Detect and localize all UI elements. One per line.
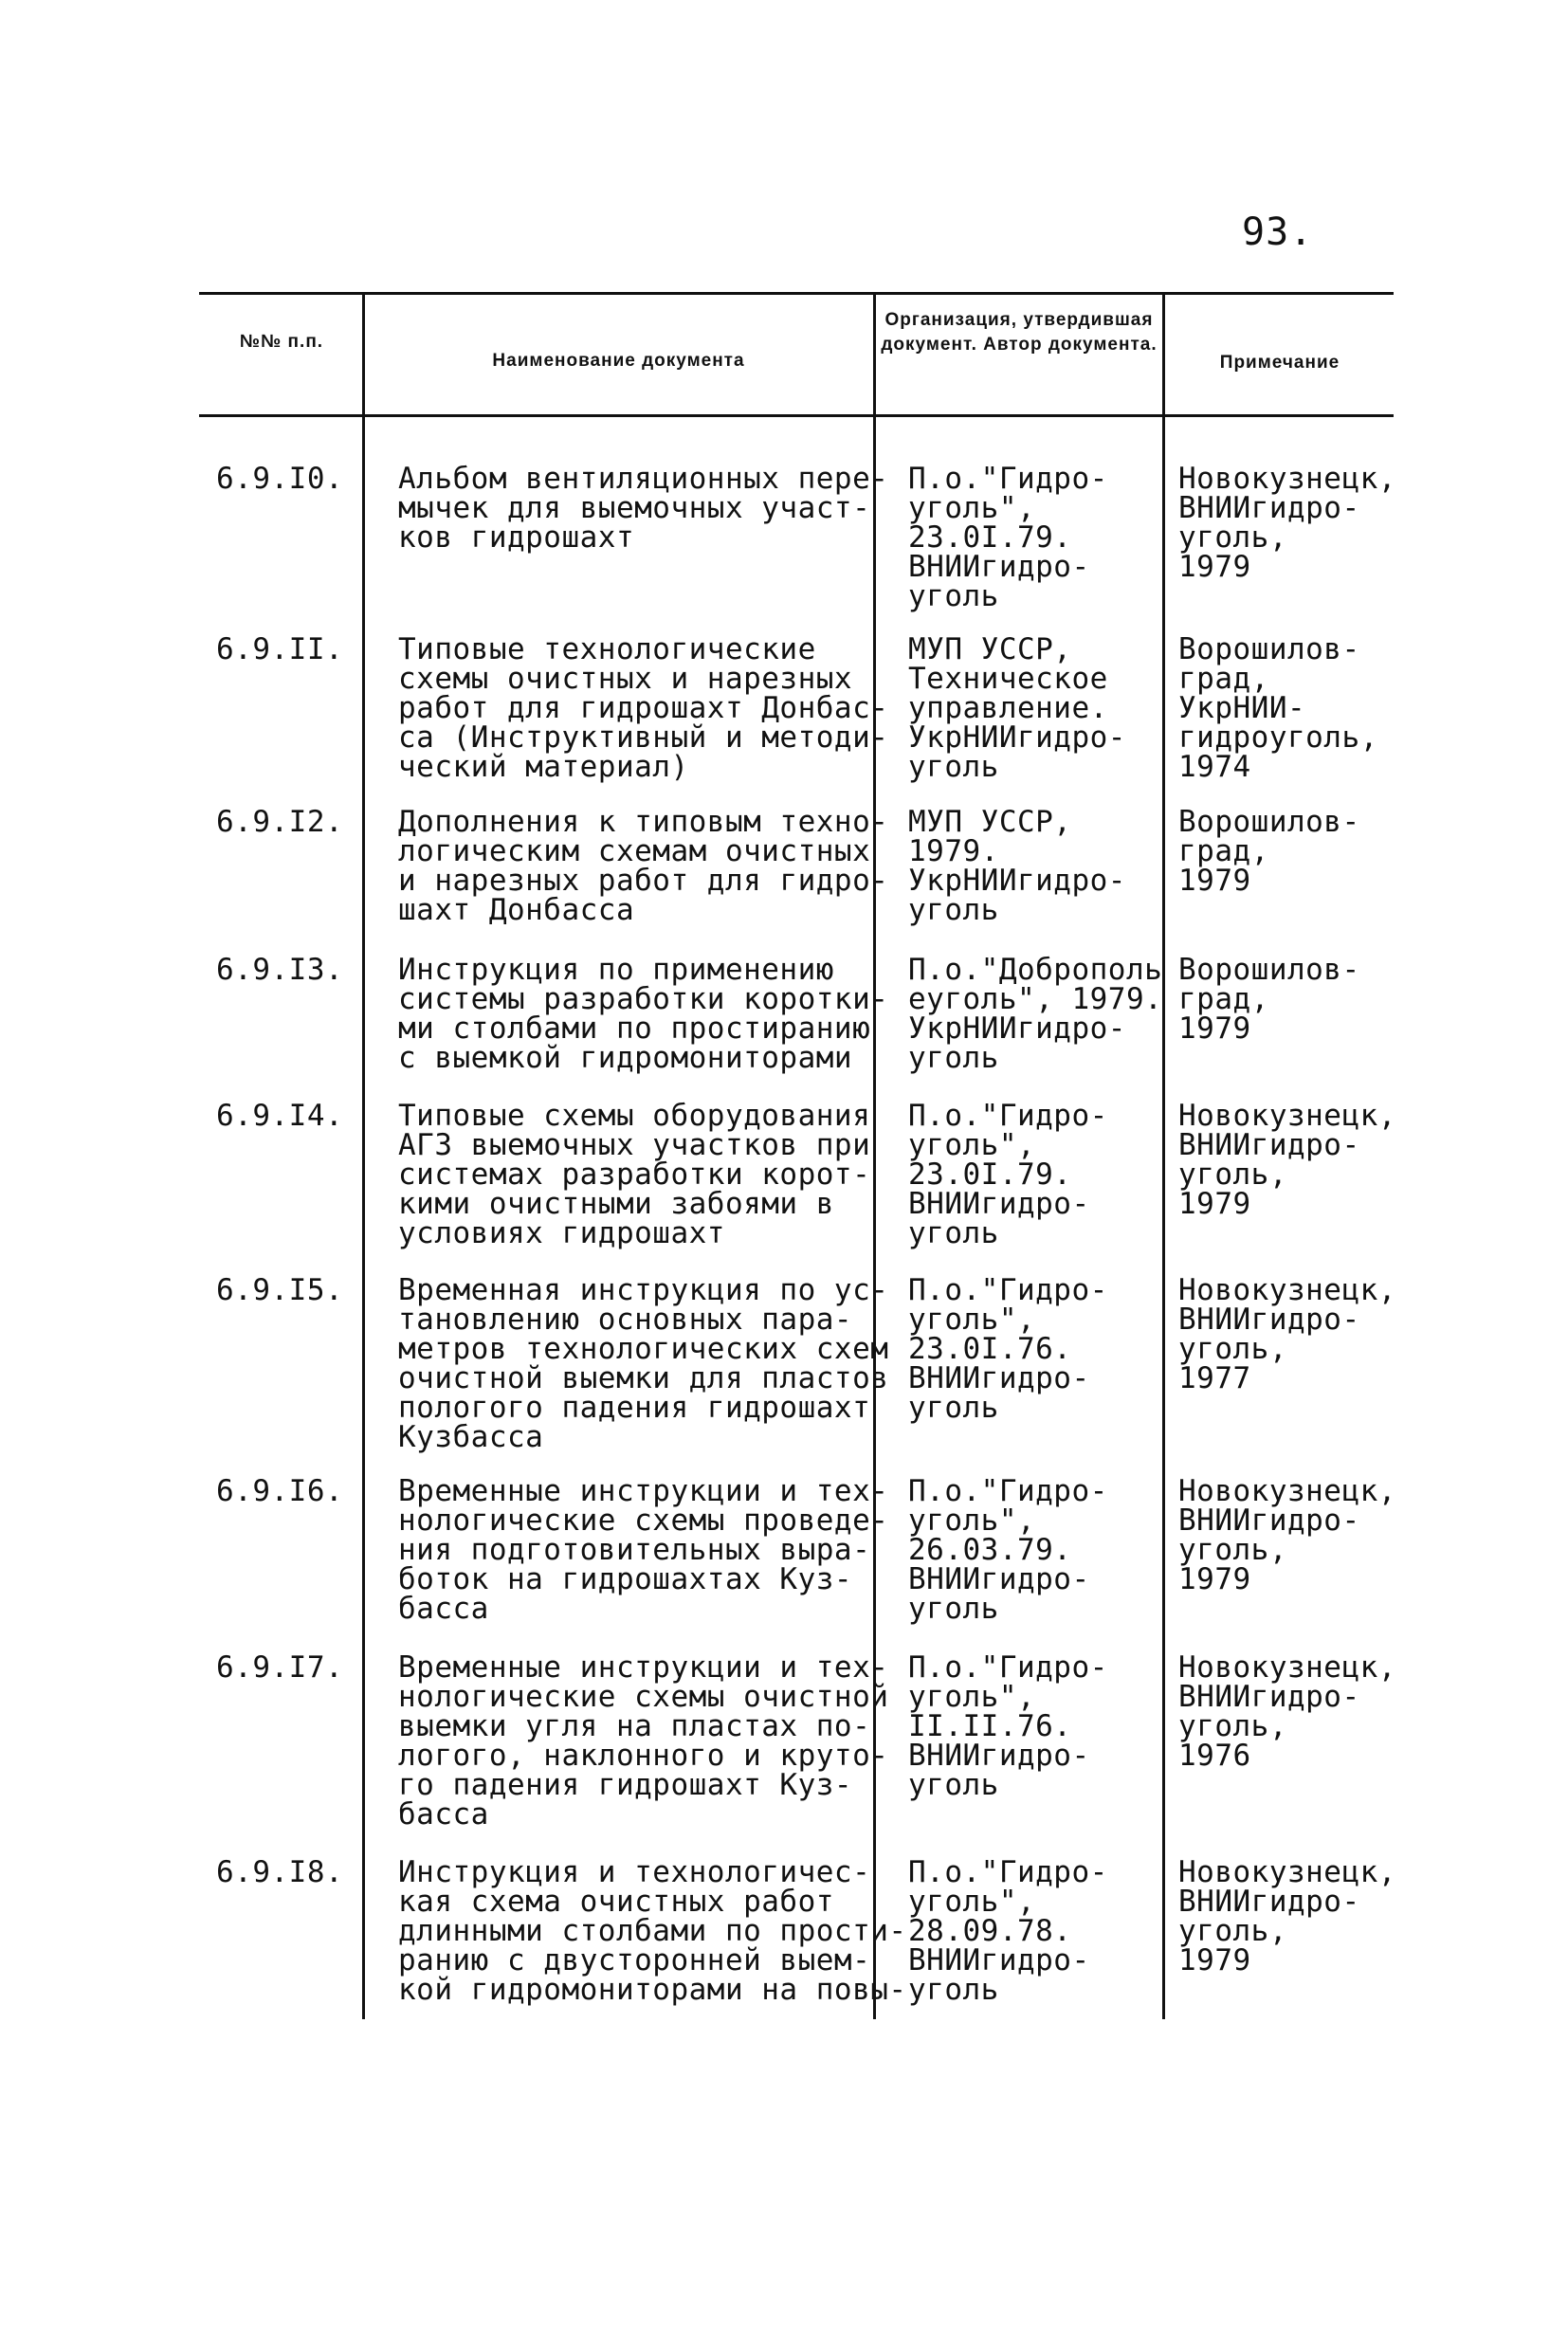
row-document-name: Инструкция и технологичес- кая схема очистных работ длинными столбами по прости- ранию с двусторонней выем- кой гидромониторами на повы- <box>398 1855 907 2007</box>
row-number: 6.9.I0. <box>216 462 344 496</box>
row-note: Ворошилов- град, УкрНИИ- гидроуголь, 1974 <box>1178 632 1378 784</box>
row-number: 6.9.I5. <box>216 1273 344 1307</box>
row-organization: П.о."Доброполь еуголь", 1979. УкрНИИгидро- уголь <box>908 953 1163 1075</box>
column-rule-1 <box>362 294 365 2019</box>
row-note: Новокузнецк, ВНИИгидро- уголь, 1979 <box>1178 1099 1396 1221</box>
row-note: Ворошилов- град, 1979 <box>1178 805 1360 898</box>
row-number: 6.9.I7. <box>216 1650 344 1685</box>
row-note: Новокузнецк, ВНИИгидро- уголь, 1979 <box>1178 1855 1396 1977</box>
row-organization: МУП УССР, Техническое управление. УкрНИИгидро- уголь <box>908 632 1126 784</box>
column-rule-3 <box>1162 294 1165 2019</box>
row-organization: П.о."Гидро- уголь", II.II.76. ВНИИгидро- уголь <box>908 1650 1108 1802</box>
row-organization: П.о."Гидро- уголь", 28.09.78. ВНИИгидро- уголь <box>908 1855 1108 2007</box>
row-note: Новокузнецк, ВНИИгидро- уголь, 1979 <box>1178 1474 1396 1596</box>
row-document-name: Типовые технологические схемы очистных и нарезных работ для гидрошахт Донбас- са (Инструктивный и методи- ческий материал) <box>398 632 889 784</box>
row-number: 6.9.I8. <box>216 1855 344 1889</box>
row-number: 6.9.I4. <box>216 1099 344 1133</box>
row-number: 6.9.I2. <box>216 805 344 839</box>
row-organization: П.о."Гидро- уголь", 23.0I.79. ВНИИгидро- уголь <box>908 462 1108 613</box>
row-document-name: Временная инструкция по ус- тановлению основных пара- метров технологических схем очистной выемки для пластов пологого падения гидрошахт Кузбасса <box>398 1273 889 1454</box>
header-organization: Организация, утвердившая документ. Автор документа. <box>881 310 1158 355</box>
row-note: Новокузнецк, ВНИИгидро- уголь, 1977 <box>1178 1273 1396 1395</box>
row-document-name: Дополнения к типовым техно- логическим схемам очистных и нарезных работ для гидро- шахт Донбасса <box>398 805 889 927</box>
header-note: Примечание <box>1219 353 1340 373</box>
row-number: 6.9.II. <box>216 632 344 666</box>
header-document-name: Наименование документа <box>492 351 745 371</box>
row-organization: МУП УССР, 1979. УкрНИИгидро- уголь <box>908 805 1126 927</box>
table-top-rule <box>199 292 1394 295</box>
row-number: 6.9.I6. <box>216 1474 344 1508</box>
row-organization: П.о."Гидро- уголь", 23.0I.79. ВНИИгидро- уголь <box>908 1099 1108 1250</box>
page-number: 93. <box>1242 210 1314 254</box>
row-number: 6.9.I3. <box>216 953 344 987</box>
row-document-name: Временные инструкции и тех- нологические схемы проведе- ния подготовительных выра- боток на гидрошахтах Куз- басса <box>398 1474 889 1626</box>
table-header-rule <box>199 414 1394 417</box>
row-note: Новокузнецк, ВНИИгидро- уголь, 1976 <box>1178 1650 1396 1773</box>
row-document-name: Инструкция по применению системы разработки коротки- ми столбами по простиранию с выемкой гидромониторами <box>398 953 889 1075</box>
row-note: Новокузнецк, ВНИИгидро- уголь, 1979 <box>1178 462 1396 584</box>
row-note: Ворошилов- град, 1979 <box>1178 953 1360 1046</box>
row-document-name: Типовые схемы оборудования АГЗ выемочных участков при системах разработки корот- кими очистными забоями в условиях гидрошахт <box>398 1099 871 1250</box>
header-number: №№ п.п. <box>239 332 324 352</box>
row-document-name: Альбом вентиляционных пере- мычек для выемочных участ- ков гидрошахт <box>398 462 889 555</box>
row-organization: П.о."Гидро- уголь", 26.03.79. ВНИИгидро- уголь <box>908 1474 1108 1626</box>
row-organization: П.о."Гидро- уголь", 23.0I.76. ВНИИгидро- уголь <box>908 1273 1108 1425</box>
row-document-name: Временные инструкции и тех- нологические схемы очистной выемки угля на пластах по- логого, наклонного и круто- го падения гидрошахт Куз- басса <box>398 1650 889 1832</box>
